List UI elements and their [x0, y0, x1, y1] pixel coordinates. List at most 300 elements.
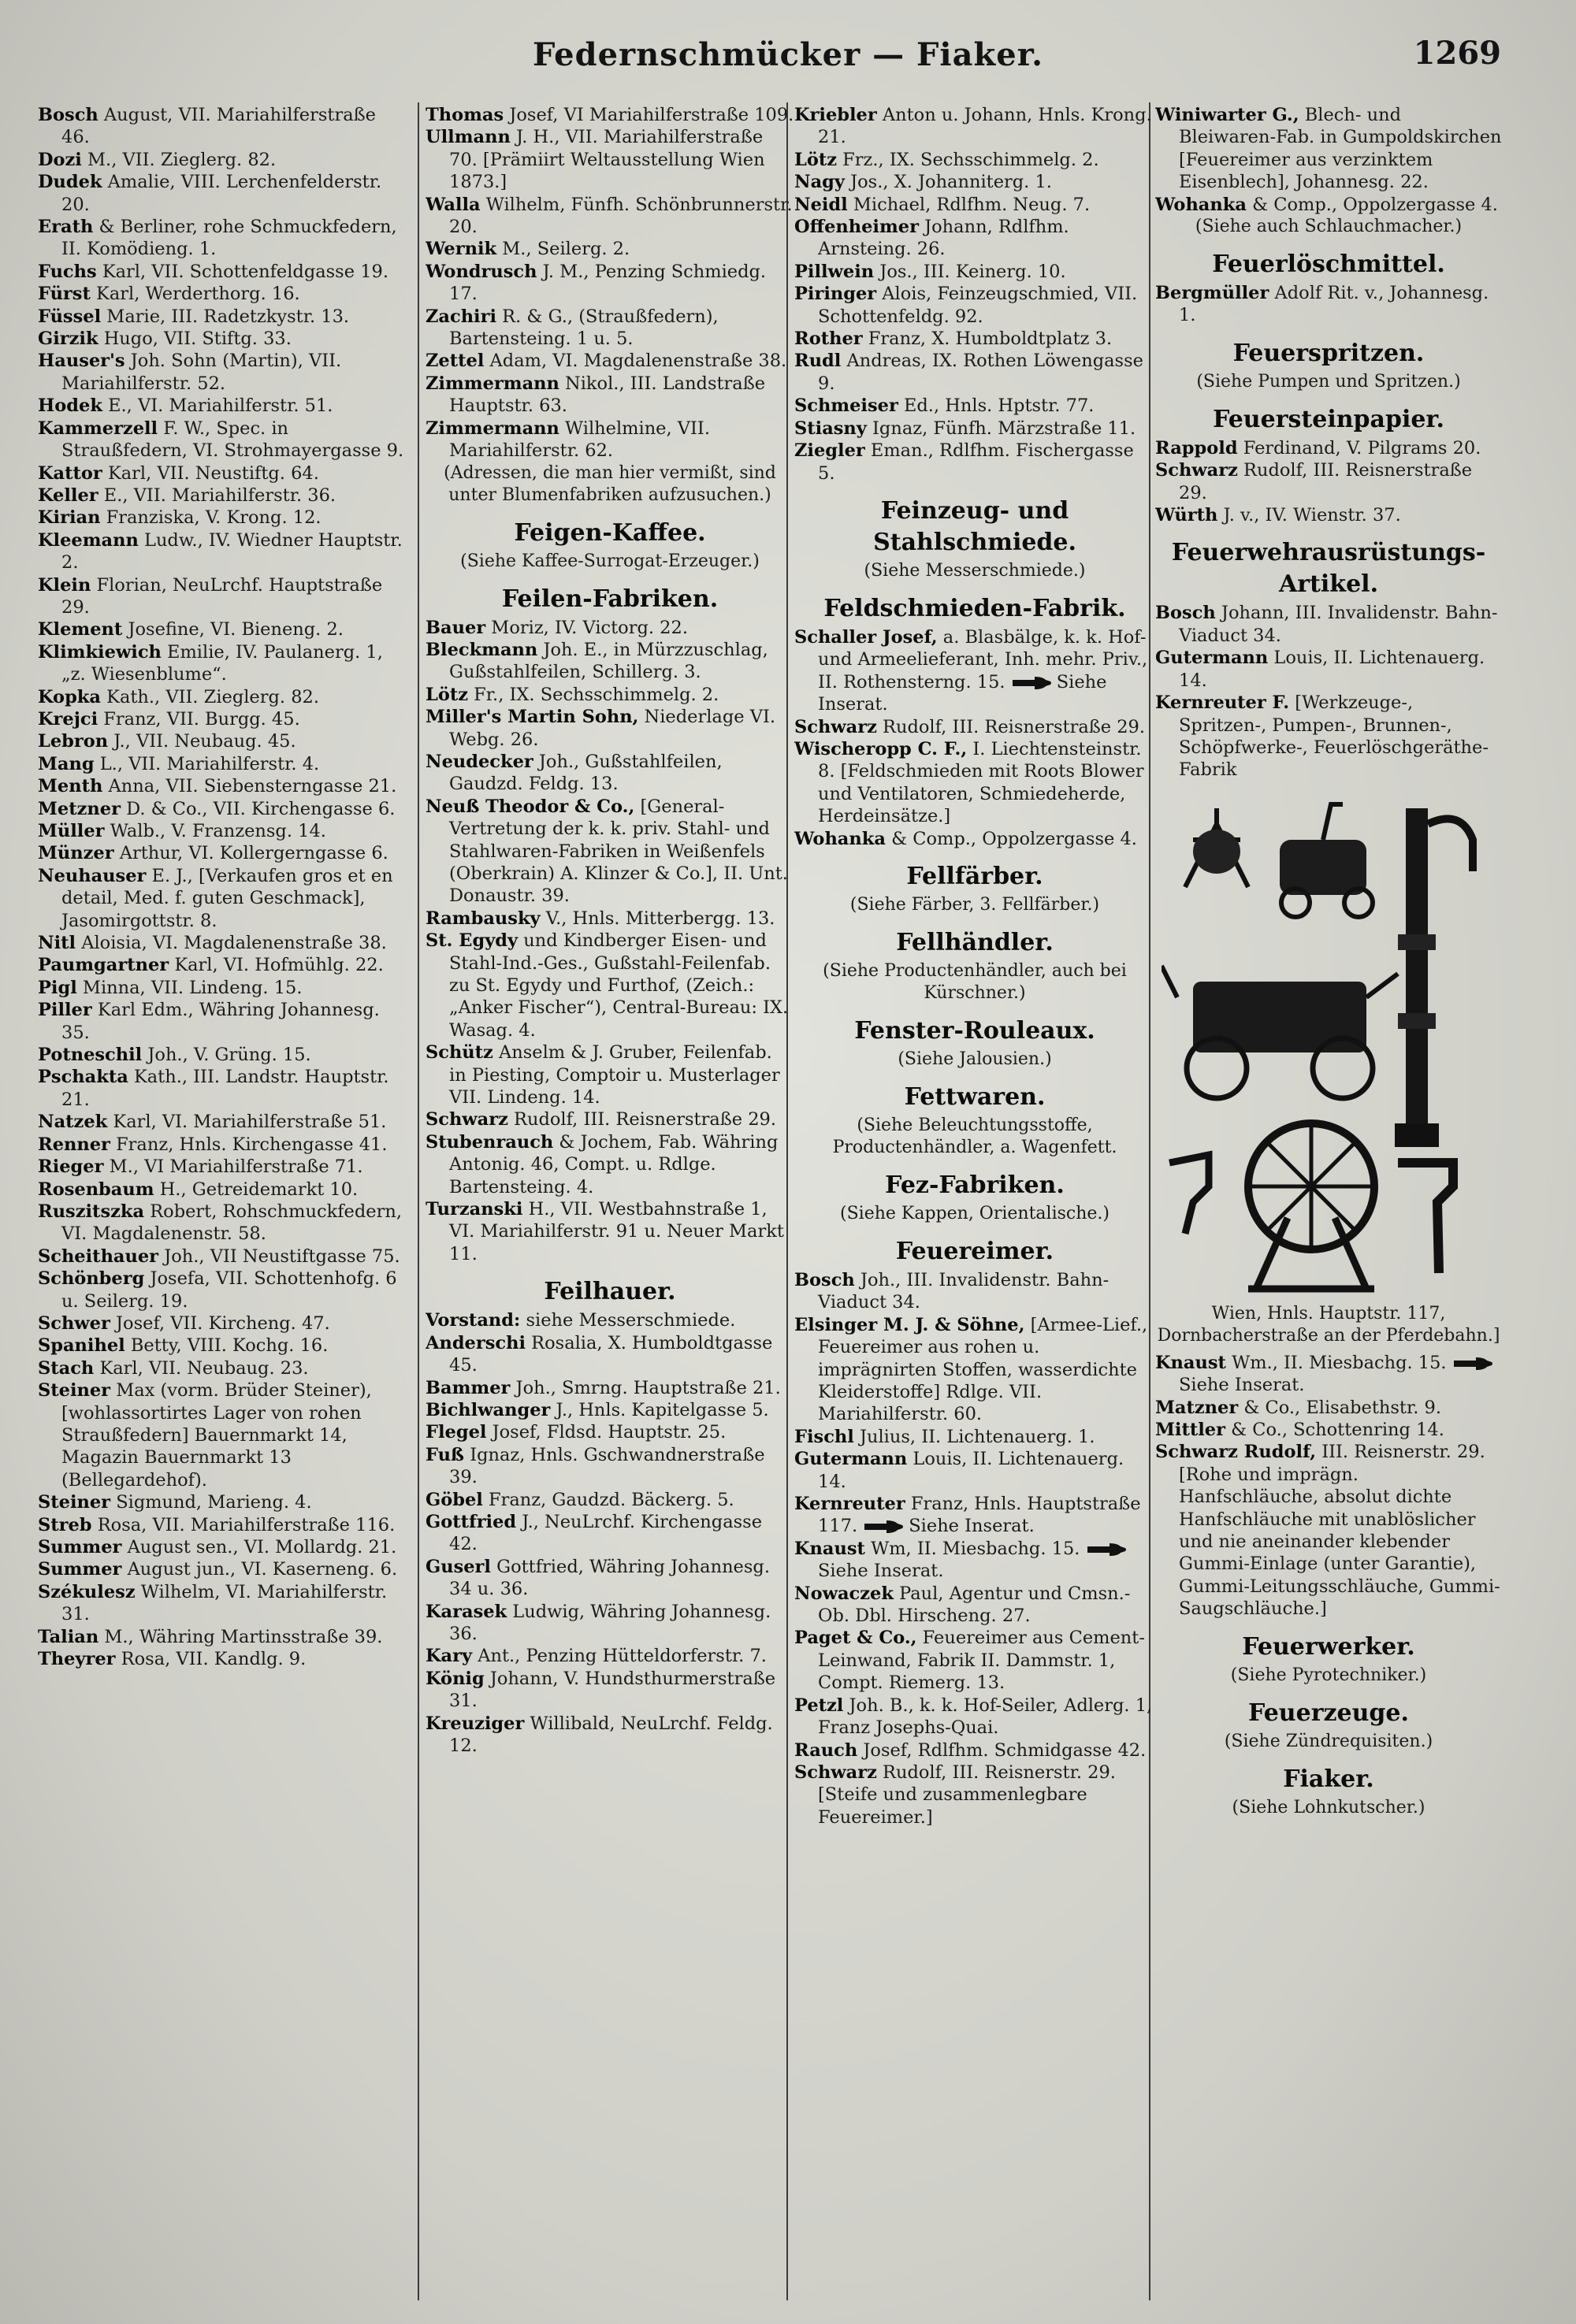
entry-name: Natzek: [38, 1112, 108, 1133]
entry-details: Niederlage VI. Webg. 26.: [449, 707, 775, 750]
directory-entry: [426, 1421, 794, 1443]
directory-entry: [794, 261, 1155, 283]
entry-name: Fischl: [794, 1426, 854, 1447]
directory-entry: [38, 395, 408, 417]
entry-details: Karl, Werderthorg. 16.: [96, 284, 300, 305]
directory-entry: [794, 1538, 1155, 1583]
directory-entry: [38, 1379, 408, 1491]
entry-details: Sigmund, Marieng. 4.: [116, 1492, 312, 1513]
section-heading: Fenster-Rouleaux.: [854, 1016, 1095, 1045]
entry-name: Rambausky: [426, 908, 541, 929]
entry-name: Wohanka: [794, 828, 886, 849]
entry-name: Schwarz: [1155, 460, 1238, 481]
see-advert-note: Siehe Inserat.: [909, 1516, 1035, 1537]
directory-entry: [38, 306, 408, 328]
entry-name: Matzner: [1155, 1397, 1239, 1418]
entry-details: L., VII. Mariahilferstr. 4.: [99, 753, 320, 774]
directory-entry: [426, 617, 794, 639]
section-heading: Fellhändler.: [896, 928, 1054, 956]
entry-details: Ferdinand, V. Pilgrams 20.: [1243, 437, 1481, 458]
entry-details: Minna, VII. Lindeng. 15.: [82, 977, 303, 998]
entry-details: Joh. E., in Mürzzuschlag, Gußstahlfeilen, Schillerg. 3.: [449, 639, 768, 683]
directory-entry: [38, 328, 408, 350]
cross-reference-note: (Siehe Färber, 3. Fellfärber.): [849, 894, 1100, 915]
entry-name: Nagy: [794, 172, 845, 193]
entry-name: Wischeropp C. F.,: [794, 738, 968, 759]
entry-details: Adam, VI. Magdalenenstraße 38.: [489, 351, 787, 372]
entry-details: Josef, VI Mariahilferstraße 109.: [509, 105, 794, 125]
section-heading: Feldschmieden-Fabrik.: [823, 594, 1126, 622]
entry-details: Rudolf, III. Reisnerstr. 29. [Steife und zusammenlegbare Feuereimer.]: [818, 1762, 1116, 1828]
directory-entry: [38, 775, 408, 797]
entry-details: M., Seilerg. 2.: [502, 239, 630, 260]
cross-reference-note: (Siehe Kappen, Orientalische.): [840, 1203, 1110, 1223]
directory-entry: [426, 1108, 794, 1130]
directory-entry: [1155, 602, 1502, 647]
directory-entry: [38, 842, 408, 864]
directory-entry: [38, 954, 408, 976]
directory-entry: [794, 1314, 1155, 1426]
entry-name: Bosch: [38, 105, 98, 125]
entry-details: Ant., Penzing Hütteldorferstr. 7.: [478, 1646, 767, 1667]
entry-details: Franz, Hnls. Kirchengasse 41.: [116, 1134, 388, 1155]
entry-name: Fürst: [38, 284, 91, 305]
entry-details: Franziska, V. Krong. 12.: [106, 507, 322, 529]
entry-details: J. M., Penzing Schmiedg. 17.: [449, 261, 767, 305]
cross-reference-note: (Siehe Productenhändler, auch bei Kürschner.): [823, 960, 1127, 1003]
directory-entry: [426, 238, 794, 260]
directory-entry: [426, 706, 794, 751]
entry-name: Paumgartner: [38, 955, 169, 976]
section-heading: Feuerwerker.: [1242, 1632, 1415, 1661]
entry-name: Kopka: [38, 686, 101, 707]
entry-details: Rosa, VII. Kandlg. 9.: [121, 1649, 307, 1670]
entry-details: Franz, X. Humboldtplatz 3.: [868, 329, 1113, 350]
entry-details: Adolf Rit. v., Johannesg. 1.: [1179, 283, 1489, 326]
see-advert-note: Siehe Inserat.: [818, 671, 1107, 715]
entry-details: Joh., V. Grüng. 15.: [147, 1045, 311, 1066]
entry-name: Gutermann: [794, 1449, 908, 1470]
entry-name: Anderschi: [426, 1332, 526, 1353]
entry-details: Josefa, VII. Schottenhofg. 6 u. Seilerg. 19.: [61, 1268, 397, 1312]
entry-name: Kleemann: [38, 529, 139, 551]
entry-details: Eman., Rdlfhm. Fischergasse 5.: [818, 440, 1134, 484]
directory-entry: [794, 328, 1155, 350]
entry-name: Bosch: [1155, 603, 1216, 624]
entry-details: Franz, Hnls. Hauptstraße 117.: [818, 1494, 1141, 1537]
entry-details: Ludwig, Währing Johannesg. 36.: [449, 1601, 771, 1644]
entry-details: [General-Vertretung der k. k. priv. Stahl- und Stahlwaren-Fabriken in Weißenfels (Oberkrain) A. Klinzer & Co.], II. Unt. Donaustr. 39.: [449, 796, 788, 907]
fire-equipment-illustration: [1162, 793, 1492, 1297]
entry-name: Bosch: [794, 1269, 855, 1290]
entry-details: Joh., VII Neustiftgasse 75.: [164, 1246, 400, 1267]
entry-name: Nitl: [38, 933, 76, 954]
directory-entry: [426, 1131, 794, 1198]
entry-details: Emilie, IV. Paulanerg. 1, „z. Wiesenblume“.: [61, 641, 383, 685]
entry-details: Josef, Fldsd. Hauptstr. 25.: [492, 1422, 727, 1443]
section-heading: Feigen-Kaffee.: [514, 518, 706, 547]
entry-name: Fuß: [426, 1444, 465, 1465]
entry-details: Jos., III. Keinerg. 10.: [879, 261, 1066, 282]
entry-name: Girzik: [38, 329, 98, 350]
directory-entry: [38, 462, 408, 484]
entry-details: Joh., III. Invalidenstr. Bahn-Viaduct 34.: [818, 1269, 1110, 1313]
entry-details: Rosa, VII. Mariahilferstraße 116.: [97, 1514, 396, 1535]
entry-name: Schwarz Rudolf,: [1155, 1442, 1317, 1463]
directory-entry: [794, 828, 1155, 850]
directory-entry: [38, 1312, 408, 1335]
section-heading: Fettwaren.: [904, 1082, 1046, 1111]
see-advert-note: Siehe Inserat.: [818, 1561, 944, 1582]
entry-details: Aloisia, VI. Magdalenenstraße 38.: [81, 933, 387, 954]
directory-entry: [38, 1558, 408, 1580]
directory-entry: [38, 1044, 408, 1066]
entry-name: Schütz: [426, 1042, 493, 1064]
entry-name: Turzanski: [426, 1199, 523, 1220]
directory-entry: [794, 283, 1155, 328]
directory-entry: [38, 1491, 408, 1513]
entry-name: Dudek: [38, 172, 102, 193]
entry-name: Piller: [38, 1000, 92, 1021]
entry-name: Walla: [426, 194, 481, 215]
pointing-hand-icon: [1452, 1356, 1493, 1372]
directory-entry: [1155, 104, 1502, 194]
directory-entry: [1155, 692, 1502, 781]
entry-name: Mittler: [1155, 1419, 1225, 1440]
entry-details: Nikol., III. Landstraße Hauptstr. 63.: [449, 373, 766, 417]
entry-details: und Kindberger Eisen- und Stahl-Ind.-Ges., Gußstahl-Feilenfab. zu St. Egydy und Furthof, (Zeich.: „Anker Fischer“), Central-Bureau: IX. Wasag. 4.: [449, 930, 789, 1041]
entry-name: Vorstand:: [426, 1310, 521, 1331]
entry-name: Summer: [38, 1537, 122, 1557]
directory-entry: [38, 1648, 408, 1670]
entry-details: Max (vorm. Brüder Steiner), [wohlassortirtes Lager von rohen Straußfedern] Bauernmarkt 14, Magazin Bauernmarkt 13 (Bellegardehof).: [61, 1380, 372, 1491]
entry-details: Florian, NeuLrchf. Hauptstraße 29.: [61, 574, 383, 618]
section-heading: Feuersteinpapier.: [1213, 405, 1444, 433]
entry-name: Lötz: [426, 684, 468, 705]
entry-name: Füssel: [38, 306, 102, 327]
entry-details: E. J., [Verkaufen gros et en detail, Med. f. guten Geschmack], Jasomirgottstr. 8.: [61, 865, 393, 931]
entry-details: Rudolf, III. Reisnerstraße 29.: [883, 716, 1146, 737]
entry-name: Bammer: [426, 1377, 511, 1398]
directory-entry: [38, 1514, 408, 1536]
entry-name: Schwarz: [426, 1109, 508, 1130]
entry-name: Miller's Martin Sohn,: [426, 707, 639, 728]
pointing-hand-icon: [1011, 675, 1052, 691]
entry-name: Stubenrauch: [426, 1131, 554, 1153]
entry-details: Franz, VII. Burgg. 45.: [103, 708, 300, 729]
entry-details: Paul, Agentur und Cmsn.- Ob. Dbl. Hirscheng. 27.: [818, 1583, 1131, 1627]
entry-name: Ruszitszka: [38, 1201, 145, 1222]
directory-entry: [794, 1493, 1155, 1538]
directory-entry: [426, 306, 794, 351]
entry-name: Zettel: [426, 351, 485, 372]
entry-details: Fr., IX. Sechsschimmelg. 2.: [474, 684, 719, 705]
entry-details: Karl, VI. Hofmühlg. 22.: [174, 955, 384, 976]
entry-details: Johann, V. Hundsthurmerstraße 31.: [449, 1668, 776, 1712]
directory-entry: [38, 730, 408, 752]
directory-entry: [426, 1645, 794, 1667]
directory-entry: [1155, 459, 1502, 504]
entry-name: Rauch: [794, 1739, 858, 1761]
directory-entry: [794, 1739, 1155, 1762]
entry-name: Stach: [38, 1357, 95, 1379]
entry-details: Gottfried, Währing Johannesg. 34 u. 36.: [449, 1556, 770, 1600]
entry-details: & Comp., Oppolzergasse 4.: [891, 828, 1137, 849]
entry-name: Flegel: [426, 1422, 487, 1443]
directory-entry: [426, 1713, 794, 1758]
entry-details: D. & Co., VII. Kirchengasse 6.: [126, 798, 396, 819]
entry-name: Lötz: [794, 149, 837, 170]
directory-entry: [794, 216, 1155, 261]
entry-details: Karl, VII. Neustiftg. 64.: [107, 462, 319, 484]
directory-entry: [426, 1041, 794, 1108]
column-rule: [418, 102, 419, 2300]
entry-details: Wilhelm, VI. Mariahilferstr. 31.: [61, 1581, 388, 1625]
see-advert-note: Siehe Inserat.: [1179, 1375, 1305, 1396]
directory-entry: [426, 126, 794, 193]
entry-name: Kattor: [38, 462, 102, 484]
directory-entry: [426, 104, 794, 126]
entry-details: & Co., Elisabethstr. 9.: [1243, 1397, 1442, 1418]
directory-entry: [794, 395, 1155, 417]
directory-entry: [426, 639, 794, 684]
entry-name: Mang: [38, 753, 95, 774]
directory-entry: [426, 1444, 794, 1489]
section-heading: Feuerlöschmittel.: [1212, 251, 1445, 279]
cross-reference-note: Wien, Hnls. Hauptstr. 117, Dornbacherstraße an der Pferdebahn.]: [1157, 1303, 1500, 1346]
directory-entry: [426, 930, 794, 1041]
entry-name: Knaust: [1155, 1352, 1226, 1373]
entry-name: Talian: [38, 1626, 99, 1647]
directory-entry: [38, 686, 408, 708]
entry-details: Betty, VIII. Kochg. 16.: [130, 1335, 329, 1357]
section-heading: Feilen-Fabriken.: [501, 585, 719, 613]
directory-entry: [794, 1695, 1155, 1739]
directory-entry: [1155, 1397, 1502, 1419]
directory-entry: [426, 908, 794, 930]
column-2: [426, 104, 794, 2302]
entry-details: I. Liechtensteinstr. 8. [Feldschmieden mit Roots Blower und Ventilatoren, Schmiedeherde, Herdeinsätze.]: [818, 738, 1144, 827]
entry-name: Neuhauser: [38, 865, 147, 886]
entry-name: Zachiri: [426, 306, 497, 327]
directory-entry: [1155, 282, 1502, 327]
directory-entry: [426, 796, 794, 908]
entry-name: Neidl: [794, 194, 848, 215]
entry-name: Hauser's: [38, 351, 125, 372]
directory-entry: [38, 708, 408, 730]
directory-entry: [38, 798, 408, 820]
entry-details: Kath., VII. Zieglerg. 82.: [106, 686, 319, 707]
directory-entry: [38, 1626, 408, 1648]
directory-entry: [38, 753, 408, 775]
directory-entry: [426, 1377, 794, 1399]
directory-entry: [38, 1268, 408, 1312]
directory-entry: [1155, 194, 1502, 216]
directory-entry: [38, 1357, 408, 1379]
entry-name: Zimmermann: [426, 373, 559, 394]
entry-name: Kary: [426, 1646, 473, 1667]
entry-name: Thomas: [426, 105, 504, 125]
directory-entry: [38, 484, 408, 507]
entry-details: J., Hnls. Kapitelgasse 5.: [556, 1399, 769, 1420]
entry-details: Rudolf, III. Reisnerstraße 29.: [514, 1109, 777, 1130]
directory-entry: [794, 1269, 1155, 1314]
entry-name: Neudecker: [426, 751, 533, 772]
entry-name: Streb: [38, 1514, 92, 1535]
directory-entry: [794, 171, 1155, 193]
entry-details: J. v., IV. Wienstr. 37.: [1223, 505, 1401, 526]
directory-entry: [38, 1111, 408, 1133]
entry-name: Rieger: [38, 1156, 104, 1178]
entry-details: Franz, Gaudzd. Bäckerg. 5.: [488, 1489, 734, 1510]
entry-details: Anna, VII. Siebensterngasse 21.: [108, 776, 397, 797]
cross-reference-note: (Siehe auch Schlauchmacher.): [1195, 217, 1463, 237]
entry-name: Dozi: [38, 149, 82, 170]
directory-entry: [794, 626, 1155, 716]
directory-entry: [38, 507, 408, 529]
directory-entry: [794, 738, 1155, 828]
entry-name: Steiner: [38, 1380, 111, 1401]
pointing-hand-icon: [1086, 1542, 1127, 1557]
entry-details: Blech- und Bleiwaren-Fab. in Gumpoldskirchen [Feuereimer aus verzinktem Eisenblech], Johannesg. 22.: [1179, 105, 1502, 193]
section-heading: Fez-Fabriken.: [885, 1171, 1065, 1199]
entry-name: Winiwarter G.,: [1155, 105, 1299, 125]
entry-name: Steiner: [38, 1492, 111, 1513]
entry-details: siehe Messerschmiede.: [526, 1310, 736, 1331]
directory-entry: [38, 1581, 408, 1626]
entry-name: Paget & Co.,: [794, 1628, 917, 1649]
entry-name: Kernreuter: [794, 1494, 905, 1515]
cross-reference-note: (Siehe Pumpen und Spritzen.): [1196, 371, 1461, 392]
entry-details: Josefine, VI. Bieneng. 2.: [128, 619, 344, 640]
directory-entry: [1155, 1352, 1502, 1397]
section-heading: Feuerwehrausrüstungs-Artikel.: [1171, 539, 1486, 599]
entry-name: Kriebler: [794, 105, 877, 125]
entry-details: Wilhelm, Fünfh. Schönbrunnerstr. 20.: [449, 194, 793, 238]
entry-details: Walb., V. Franzensg. 14.: [110, 821, 326, 841]
section-heading: Feuerspritzen.: [1232, 339, 1425, 367]
entry-details: Kath., III. Landstr. Hauptstr. 21.: [61, 1067, 389, 1110]
entry-details: Wm, II. Miesbachg. 15.: [871, 1538, 1080, 1559]
directory-entry: [794, 418, 1155, 440]
directory-entry: [38, 820, 408, 842]
entry-name: Gutermann: [1155, 648, 1269, 669]
directory-entry: [426, 1332, 794, 1377]
entry-details: Andreas, IX. Rothen Löwengasse 9.: [818, 351, 1143, 394]
directory-entry: [38, 1134, 408, 1156]
entry-name: Pillwein: [794, 261, 875, 282]
entry-name: Pigl: [38, 977, 77, 998]
entry-name: Krejci: [38, 708, 98, 729]
entry-details: H., VII. Westbahnstraße 1, VI. Mariahilferstr. 91 u. Neuer Markt 11.: [449, 1199, 784, 1264]
entry-name: Potneschil: [38, 1045, 143, 1066]
entry-name: Bleckmann: [426, 639, 538, 660]
entry-details: Wm., II. Miesbachg. 15.: [1232, 1352, 1447, 1373]
directory-entry: [426, 1511, 794, 1556]
entry-name: Kammerzell: [38, 418, 158, 439]
pointing-hand-icon: [863, 1519, 904, 1535]
directory-entry: [38, 865, 408, 932]
directory-entry: [38, 1201, 408, 1246]
entry-name: Schwarz: [794, 1762, 877, 1783]
entry-name: Bichlwanger: [426, 1399, 551, 1420]
entry-details: E., VI. Mariahilferstr. 51.: [108, 395, 333, 417]
section-heading: Fellfärber.: [906, 862, 1043, 890]
directory-entry: [38, 104, 408, 149]
directory-entry: [426, 1556, 794, 1601]
entry-details: Joh. B., k. k. Hof-Seiler, Adlerg. 1, Franz Josephs-Quai.: [818, 1695, 1153, 1739]
entry-name: Karasek: [426, 1601, 507, 1622]
directory-entry: [38, 149, 408, 171]
cross-reference-note: (Siehe Jalousien.): [898, 1049, 1052, 1069]
directory-entry: [794, 1583, 1155, 1628]
entry-name: Keller: [38, 484, 98, 506]
directory-entry: [38, 1246, 408, 1268]
directory-entry: [426, 350, 794, 372]
entry-name: Klement: [38, 619, 123, 640]
directory-entry: [426, 1309, 794, 1331]
section-heading: Feinzeug- und Stahlschmiede.: [873, 496, 1076, 556]
directory-entry: [426, 1198, 794, 1265]
entry-name: Nowaczek: [794, 1583, 894, 1604]
entry-details: Karl, VI. Mariahilferstraße 51.: [113, 1112, 387, 1133]
directory-entry: [38, 529, 408, 574]
entry-name: Schaller Josef,: [794, 626, 938, 648]
entry-details: F. W., Spec. in Straußfedern, VI. Strohmayergasse 9.: [61, 418, 404, 462]
entry-details: Ignaz, Hnls. Gschwandnerstraße 39.: [449, 1444, 765, 1488]
cross-reference-note: (Siehe Beleuchtungsstoffe, Productenhändler, a. Wagenfett.: [832, 1115, 1117, 1157]
section-heading: Fiaker.: [1283, 1765, 1374, 1793]
entry-details: Ludw., IV. Wiedner Hauptstr. 2.: [61, 529, 403, 574]
directory-entry: [38, 216, 408, 261]
entry-details: August sen., VI. Mollardg. 21.: [127, 1537, 397, 1557]
entry-details: M., VI Mariahilferstraße 71.: [109, 1156, 363, 1178]
cross-reference-note: (Siehe Zündrequisiten.): [1224, 1731, 1433, 1751]
entry-details: J., NeuLrchf. Kirchengasse 42.: [449, 1511, 763, 1555]
entry-name: König: [426, 1668, 485, 1689]
column-1: [38, 104, 408, 2302]
cross-reference-note: (Siehe Kaffee-Surrogat-Erzeuger.): [460, 551, 760, 571]
entry-details: Ignaz, Fünfh. Märzstraße 11.: [872, 418, 1136, 439]
directory-entry: [38, 999, 408, 1044]
directory-entry: [1155, 1419, 1502, 1441]
directory-entry: [1155, 647, 1502, 692]
directory-entry: [38, 1179, 408, 1201]
entry-details: Jos., X. Johanniterg. 1.: [850, 172, 1052, 193]
entry-details: Arthur, VI. Kollergerngasse 6.: [119, 843, 388, 864]
entry-name: Kreuziger: [426, 1713, 525, 1734]
entry-name: Bergmüller: [1155, 283, 1269, 304]
column-4: [1155, 104, 1502, 2302]
directory-entry: [1155, 504, 1502, 526]
entry-name: Spanihel: [38, 1335, 125, 1357]
directory-entry: [794, 440, 1155, 484]
entry-details: Louis, II. Lichtenauerg. 14.: [1179, 648, 1485, 691]
entry-name: Theyrer: [38, 1649, 116, 1670]
entry-name: Rappold: [1155, 437, 1238, 458]
directory-entry: [38, 932, 408, 954]
entry-details: Joh., Gußstahlfeilen, Gaudzd. Feldg. 13.: [449, 751, 723, 795]
entry-details: Johann, Rdlfhm. Arnsteing. 26.: [818, 217, 1069, 260]
entry-name: Würth: [1155, 505, 1218, 526]
entry-name: Rosenbaum: [38, 1179, 154, 1200]
entry-name: Wernik: [426, 239, 497, 260]
cross-reference-note: (Siehe Lohnkutscher.): [1232, 1797, 1425, 1817]
entry-name: Guserl: [426, 1556, 491, 1577]
entry-details: Louis, II. Lichtenauerg. 14.: [818, 1449, 1124, 1492]
entry-details: III. Reisnerstr. 29. [Rohe und imprägn. Hanfschläuche, absolut dichte Hanfschläuche mit unablöslicher und nie aneinander klebender Gummi-Einlage (unter Garantie), Gummi-Leitungsschläuche, Gummi-Saugschläuche.]: [1179, 1442, 1500, 1620]
section-heading: Feuerzeuge.: [1248, 1698, 1409, 1727]
